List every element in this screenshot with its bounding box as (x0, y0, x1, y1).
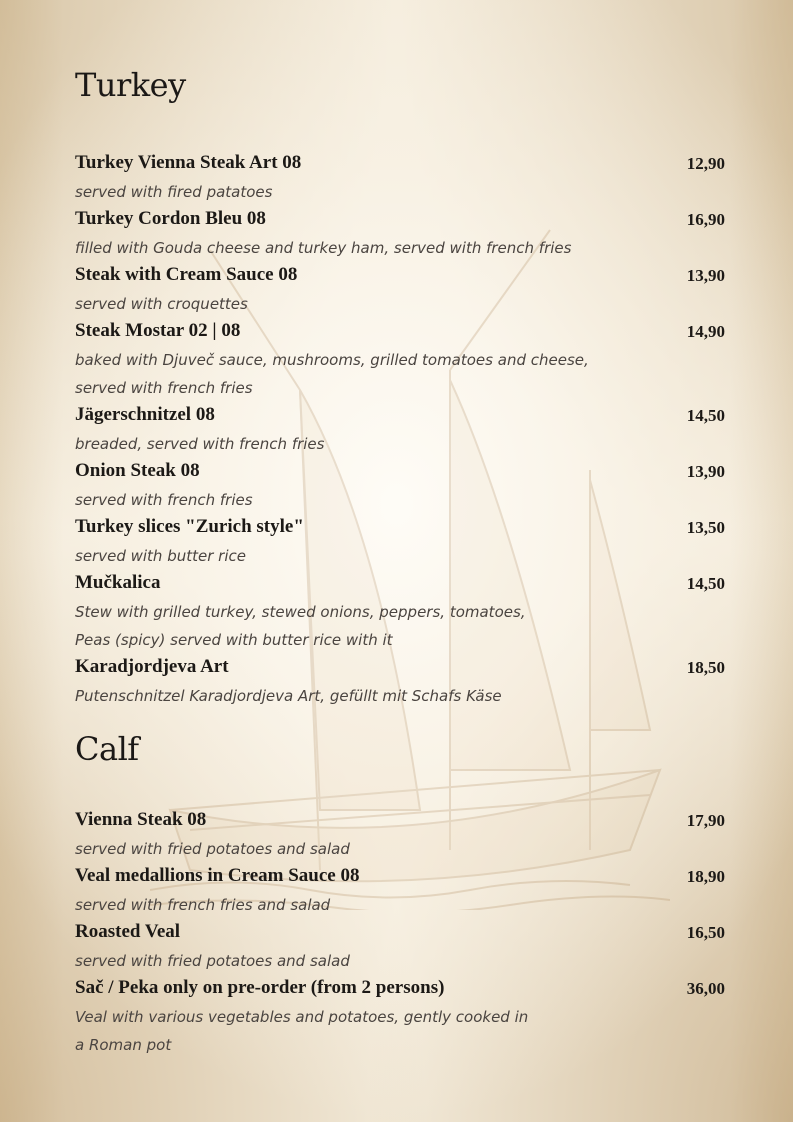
menu-item-name: Turkey Cordon Bleu 08 (75, 208, 266, 229)
menu-item-price: 14,50 (686, 574, 725, 593)
menu-item-description: Peas (spicy) served with butter rice with it (75, 631, 393, 649)
menu-item-description: Putenschnitzel Karadjordjeva Art, gefüllt mit Schafs Käse (75, 687, 502, 705)
menu-item-price: 17,90 (686, 811, 725, 830)
menu-item-description: served with french fries and salad (75, 896, 331, 914)
menu-item-description: served with croquettes (75, 295, 248, 313)
menu-item-description: Veal with various vegetables and potatoes, gently cooked in (75, 1008, 529, 1026)
menu-item-price: 13,90 (686, 462, 725, 481)
menu-item-name: Jägerschnitzel 08 (75, 404, 215, 425)
menu-item-price: 13,90 (686, 266, 725, 285)
menu-item-description: baked with Djuveč sauce, mushrooms, grilled tomatoes and cheese, (75, 351, 589, 369)
menu-item-price: 13,50 (686, 518, 725, 537)
menu-item-price: 12,90 (686, 154, 725, 173)
menu-item-name: Mučkalica (75, 572, 161, 593)
menu-item-name: Turkey Vienna Steak Art 08 (75, 152, 302, 173)
menu-item-name: Steak Mostar 02 | 08 (75, 320, 241, 341)
menu-item-name: Steak with Cream Sauce 08 (75, 264, 298, 285)
menu-item-description: a Roman pot (75, 1036, 172, 1054)
menu-item-price: 18,50 (686, 658, 725, 677)
menu-item-description: served with french fries (75, 491, 253, 509)
menu-item-name: Turkey slices "Zurich style" (75, 516, 304, 537)
menu-item-name: Sač / Peka only on pre-order (from 2 persons) (75, 977, 445, 998)
menu-item-description: filled with Gouda cheese and turkey ham, served with french fries (75, 239, 572, 257)
menu-item-description: Stew with grilled turkey, stewed onions, peppers, tomatoes, (75, 603, 526, 621)
menu-item-description: served with butter rice (75, 547, 246, 565)
menu-item-description: served with french fries (75, 379, 253, 397)
menu-item-price: 18,90 (686, 867, 725, 886)
menu-item-price: 14,90 (686, 322, 725, 341)
menu-item-description: served with fried potatoes and salad (75, 952, 350, 970)
menu-item-name: Onion Steak 08 (75, 460, 200, 481)
menu-item-price: 36,00 (686, 979, 725, 998)
menu-item-name: Vienna Steak 08 (75, 809, 207, 830)
menu-item-price: 16,50 (686, 923, 725, 942)
menu-item-description: served with fired patatoes (75, 183, 273, 201)
section-title-turkey: Turkey (75, 66, 186, 104)
menu-item-price: 14,50 (686, 406, 725, 425)
menu-item-description: breaded, served with french fries (75, 435, 325, 453)
menu-item-name: Roasted Veal (75, 921, 181, 942)
menu-item-description: served with fried potatoes and salad (75, 840, 350, 858)
menu-item-price: 16,90 (686, 210, 725, 229)
menu-item-name: Karadjordjeva Art (75, 656, 229, 677)
section-title-calf: Calf (75, 730, 139, 768)
menu-item-name: Veal medallions in Cream Sauce 08 (75, 865, 360, 886)
